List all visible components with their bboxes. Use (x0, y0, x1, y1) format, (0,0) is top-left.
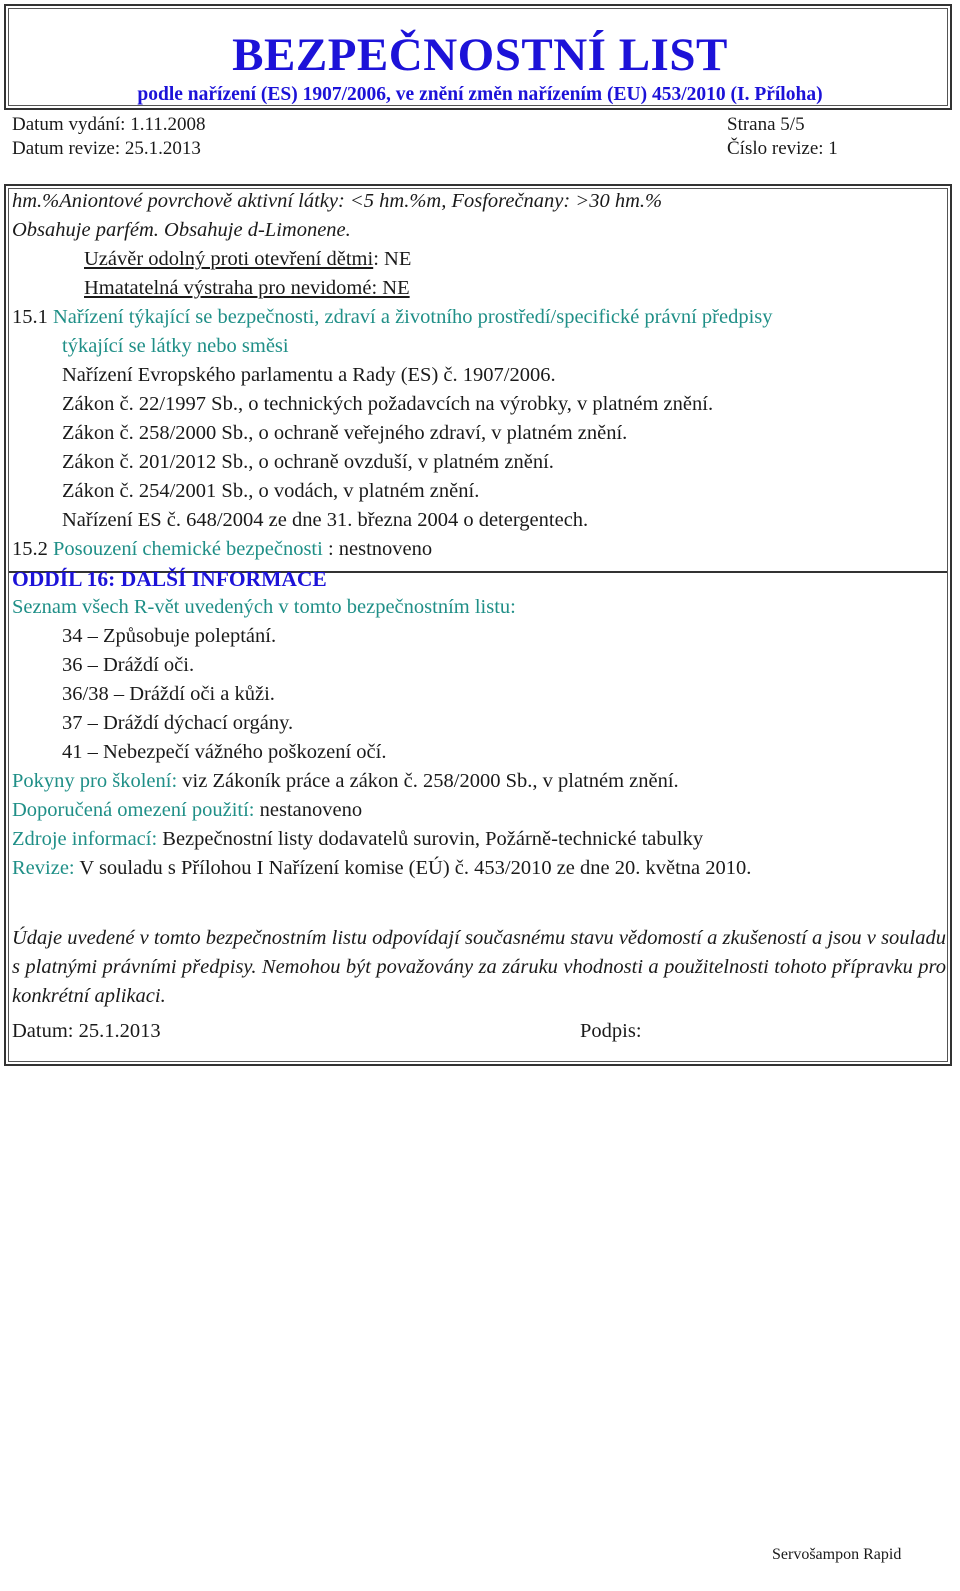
childproof-label: Uzávěr odolný proti otevření dětmi (84, 248, 374, 270)
r-phrase-item: 37 – Dráždí dýchací orgány. (62, 712, 294, 734)
section-16-heading: ODDÍL 16: DALŠÍ INFORMACE (12, 567, 327, 591)
restrictions-line (12, 799, 362, 822)
tactile-warning (84, 277, 410, 300)
document-title: BEZPEČNOSTNÍ LIST (232, 29, 728, 81)
revision-number: Číslo revize: 1 (727, 138, 838, 159)
tactile-label: Hmatatelná výstraha pro nevidomé (84, 277, 372, 299)
r-phrase-item: 41 – Nebezpečí vážného poškození očí. (62, 741, 387, 763)
sources-label: Zdroje informací: (12, 828, 158, 850)
regulation-item: Zákon č. 22/1997 Sb., o technických požadavcích na výrobky, v platném znění. (62, 393, 714, 415)
training-line (12, 770, 679, 793)
regulation-item: Nařízení ES č. 648/2004 ze dne 31. března 2004 o detergentech. (62, 509, 589, 531)
section-15-1-heading (12, 306, 773, 329)
regulation-item: Nařízení Evropského parlamentu a Rady (ES) č. 1907/2006. (62, 364, 556, 386)
section-15-2-value: : nestnoveno (322, 538, 433, 560)
section-15-2-title: Posouzení chemické bezpečnosti (53, 538, 323, 560)
restrictions-value: nestanoveno (254, 799, 363, 821)
sources-value: Bezpečnostní listy dodavatelů surovin, Požárně-technické tabulky (157, 828, 704, 850)
revision-line (12, 857, 751, 880)
r-phrase-item: 34 – Způsobuje poleptání. (62, 625, 277, 647)
section-15-2-number: 15.2 (12, 538, 53, 560)
issue-date: Datum vydání: 1.11.2008 (12, 114, 206, 135)
disclaimer-paragraph: Údaje uvedené v tomto bezpečnostním listu odpovídají současnému stavu vědomostí a zkušeností a jsou v souladu s platnými právními předpisy. Nemohou být považovány za záruku vhodnosti a použitelnosti tohoto přípravku pro konkrétní aplikaci. (12, 927, 946, 1007)
section-15-1-number: 15.1 (12, 306, 53, 328)
childproof-closure (84, 248, 411, 271)
section-15-1-title-cont: týkající se látky nebo směsi (62, 335, 289, 357)
revision-date: Datum revize: 25.1.2013 (12, 138, 201, 159)
signature-label: Podpis: (580, 1020, 642, 1042)
document-subtitle: podle nařízení (ES) 1907/2006, ve znění změn nařízením (EU) 453/2010 (I. Příloha) (137, 84, 823, 105)
revision-label: Revize: (12, 857, 75, 879)
section-15-1-title: Nařízení týkající se bezpečnosti, zdraví a životního prostředí/specifické právní předpisy (53, 306, 773, 328)
revision-value: V souladu s Přílohou I Nařízení komise (EÚ) č. 453/2010 ze dne 20. května 2010. (74, 857, 752, 879)
r-phrase-item: 36/38 – Dráždí oči a kůži. (62, 683, 275, 705)
training-label: Pokyny pro školení: (12, 770, 178, 792)
section-15-2-line (12, 538, 432, 561)
contains-line: Obsahuje parfém. Obsahuje d-Limonene. (12, 219, 351, 241)
sources-line (12, 828, 703, 851)
signature-date: Datum: 25.1.2013 (12, 1020, 161, 1042)
training-value: viz Zákoník práce a zákon č. 258/2000 Sb., v platném znění. (177, 770, 679, 792)
restrictions-label: Doporučená omezení použití: (12, 799, 255, 821)
regulation-item: Zákon č. 201/2012 Sb., o ochraně ovzduší, v platném znění. (62, 451, 554, 473)
page-number: Strana 5/5 (727, 114, 805, 135)
r-phrases-label: Seznam všech R-vět uvedených v tomto bezpečnostním listu: (12, 596, 516, 618)
childproof-value: : NE (373, 248, 412, 270)
r-phrase-item: 36 – Dráždí oči. (62, 654, 195, 676)
footer-product-name: Servošampon Rapid (772, 1546, 902, 1563)
regulation-item: Zákon č. 258/2000 Sb., o ochraně veřejného zdraví, v platném znění. (62, 422, 628, 444)
tactile-value: : NE (371, 277, 410, 299)
composition-line: hm.%Aniontové povrchově aktivní látky: <5 hm.%m, Fosforečnany: >30 hm.% (12, 190, 663, 212)
regulation-item: Zákon č. 254/2001 Sb., o vodách, v platném znění. (62, 480, 480, 502)
